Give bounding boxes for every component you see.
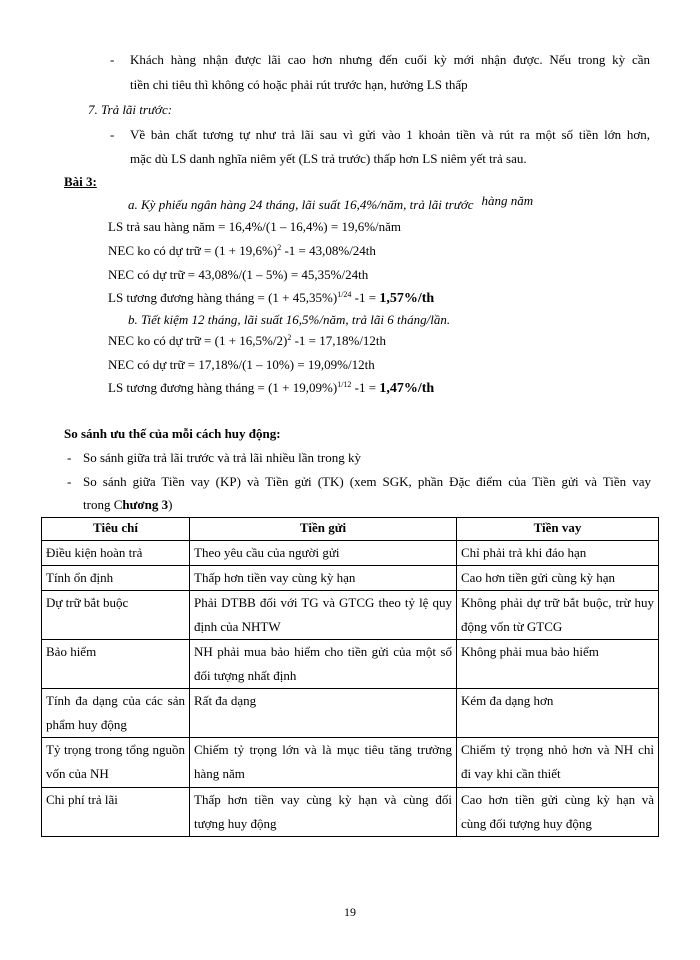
bullet-dash: - (67, 450, 72, 465)
table-row (42, 541, 659, 566)
subproblem-a-tail: hàng năm (481, 193, 534, 208)
deposit-cell: Thấp hơn tiền vay cùng kỳ hạn (190, 566, 457, 591)
calc-line: NEC ko có dự trữ = $(1 + 16,5\%/2)^2$ -1 = 17,18%/12th (108, 333, 387, 348)
header-loan: Tiền vay (457, 518, 659, 541)
calc-line-result: LS tương đương hàng tháng = $(1 + 45,35\%)^{1/24}$ -1 = 1,57%/th (108, 290, 435, 306)
loan-cell: Cao hơn tiền gửi cùng kỳ hạn (457, 566, 659, 591)
loan-cell: Cao hơn tiền gửi cùng kỳ hạn và cùng đối tượng huy động (457, 788, 659, 837)
loan-cell: Chiếm tỷ trọng nhỏ hơn và NH chỉ đi vay khi cần thiết (457, 738, 659, 788)
paragraph-line: Về bản chất tương tự như trả lãi sau vì gửi vào 1 khoản tiền và rút ra một số tiền lớn hơn, (130, 127, 650, 142)
table-row (42, 788, 659, 837)
deposit-cell: Phải DTBB đối với TG và GTCG theo tỷ lệ quy định của NHTW (190, 591, 457, 640)
deposit-cell: NH phải mua bảo hiểm cho tiền gửi của một số đối tượng nhất định (190, 640, 457, 689)
criteria-cell: Tính ổn định (42, 566, 190, 591)
subproblem-a-text: a. Kỳ phiếu ngân hàng 24 tháng, lãi suất 16,4%/năm, trả lãi trước (128, 197, 474, 212)
criteria-cell: Tính đa dạng của các sản phẩm huy động (42, 689, 190, 738)
calc-line-result: LS tương đương hàng tháng = $(1 + 19,09\%)^{1/12}$ -1 = 1,47%/th (108, 380, 435, 396)
deposit-cell: Chiếm tỷ trọng lớn và là mục tiêu tăng trưởng hàng năm (190, 738, 457, 788)
deposit-cell: Rất đa dạng (190, 689, 457, 738)
criteria-cell: Bảo hiểm (42, 640, 190, 689)
paragraph-line: mặc dù LS danh nghĩa niêm yết (LS trả trước) thấp hơn LS niêm yết trả sau. (130, 151, 527, 166)
table-header-row (42, 518, 659, 541)
calc-line: NEC có dự trữ = 43,08%/(1 – 5%) = 45,35%/24th (108, 267, 369, 282)
table-row (42, 591, 659, 640)
calc-line: NEC ko có dự trữ = $(1 + 19,6\%)^2$ -1 = 43,08%/24th (108, 243, 376, 258)
loan-cell: Không phải dự trữ bắt buộc, trừ huy động vốn từ GTCG (457, 591, 659, 640)
paragraph-line: Khách hàng nhận được lãi cao hơn nhưng đến cuối kỳ mới nhận được. Nếu trong kỳ cần (130, 52, 650, 67)
criteria-cell: Tỷ trọng trong tổng nguồn vốn của NH (42, 738, 190, 788)
table-row (42, 566, 659, 591)
criteria-cell: Chi phí trả lãi (42, 788, 190, 837)
header-criteria: Tiêu chí (42, 518, 190, 541)
comparison-item: So sánh giữa trả lãi trước và trả lãi nhiều lần trong kỳ (83, 450, 362, 465)
bullet-dash: - (67, 474, 72, 489)
table-row (42, 689, 659, 738)
paragraph-line: tiền chi tiêu thì không có hoặc phải rút trước hạn, hưởng LS thấp (130, 77, 468, 92)
subproblem-b-heading: b. Tiết kiệm 12 tháng, lãi suất 16,5%/năm, trả lãi 6 tháng/lần. (128, 312, 451, 327)
comparison-heading: So sánh ưu thế của mỗi cách huy động: (64, 426, 281, 441)
bullet-dash: - (110, 52, 115, 67)
loan-cell: Không phải mua bảo hiểm (457, 640, 659, 689)
loan-cell: Chỉ phải trả khi đáo hạn (457, 541, 659, 566)
loan-cell: Kém đa dạng hơn (457, 689, 659, 738)
deposit-cell: Theo yêu cầu của người gửi (190, 541, 457, 566)
criteria-cell: Điều kiện hoàn trả (42, 541, 190, 566)
comparison-item: trong Chương 3) (83, 497, 173, 512)
page-number: 19 (344, 905, 356, 919)
subproblem-a-heading (128, 193, 534, 213)
header-deposit: Tiền gửi (190, 518, 457, 541)
deposit-cell: Thấp hơn tiền vay cùng kỳ hạn và cùng đối tượng huy động (190, 788, 457, 837)
table-row (42, 738, 659, 788)
comparison-item: So sánh giữa Tiền vay (KP) và Tiền gửi (TK) (xem SGK, phần Đặc điểm của Tiền gửi và Tiền vay (83, 474, 651, 489)
bullet-dash: - (110, 127, 115, 142)
table-row (42, 640, 659, 689)
criteria-cell: Dự trữ bắt buộc (42, 591, 190, 640)
section-heading: 7. Trả lãi trước: (88, 102, 173, 117)
comparison-table (41, 517, 659, 837)
exercise-title: Bài 3: (64, 174, 97, 189)
calc-line: LS trả sau hàng năm = 16,4%/(1 – 16,4%) = 19,6%/năm (108, 219, 402, 234)
calc-line: NEC có dự trữ = 17,18%/(1 – 10%) = 19,09%/12th (108, 357, 375, 372)
